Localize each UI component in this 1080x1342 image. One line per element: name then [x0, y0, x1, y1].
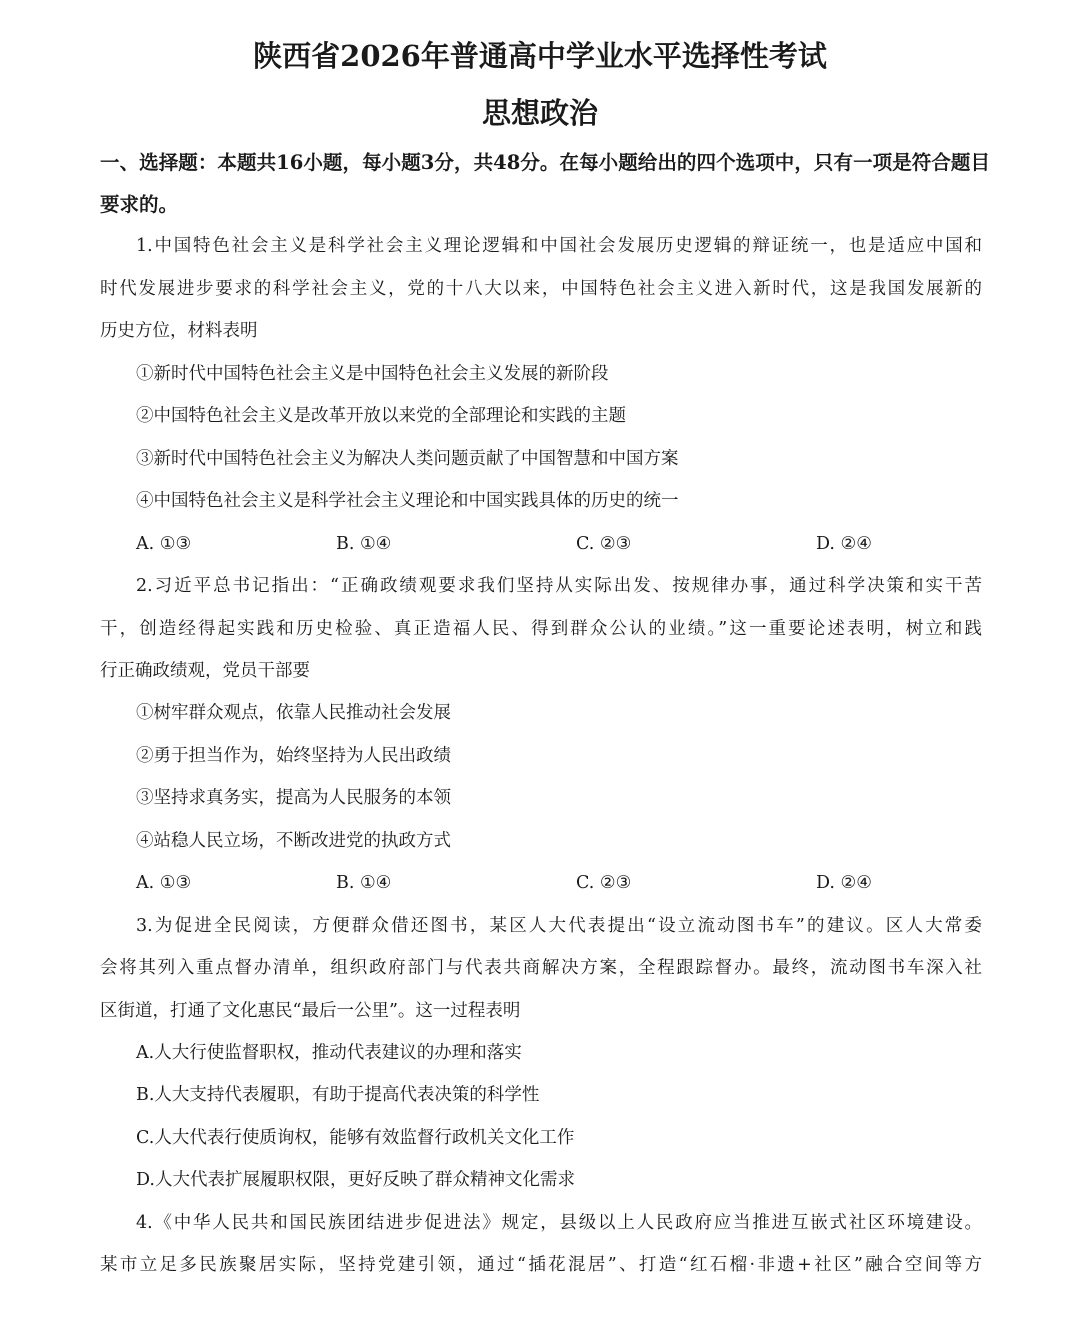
- subject-title: 思想政治: [481, 96, 598, 130]
- q2-choice-b: B. ①④: [336, 873, 392, 893]
- q1-choice-a: A. ①③: [136, 534, 192, 554]
- q3-line-2: 会将其列入重点督办清单，组织政府部门与代表共商解决方案，全程跟踪督办。最终，流动图书车深入社: [100, 958, 982, 978]
- q1-statement-1: ①新时代中国特色社会主义是中国特色社会主义发展的新阶段: [136, 364, 609, 384]
- q3-option-c: C.人大代表行使质询权，能够有效监督行政机关文化工作: [136, 1128, 575, 1148]
- q1-choice-b: B. ①④: [336, 534, 392, 554]
- q1-choices: [136, 532, 996, 556]
- section-heading: 一、选择题：本题共16小题，每小题3分，共48分。在每小题给出的四个选项中，只有一项是符合题目要求的。: [100, 151, 990, 216]
- q3-line-3: 区街道，打通了文化惠民“最后一公里”。这一过程表明: [100, 1001, 521, 1021]
- q2-line-2: 干，创造经得起实践和历史检验、真正造福人民、得到群众公认的业绩。”这一重要论述表明，树立和践: [100, 619, 982, 639]
- q1-choice-c: C. ②③: [576, 534, 632, 554]
- q2-statement-3: ③坚持求真务实，提高为人民服务的本领: [136, 788, 451, 808]
- q2-line-1: 2.习近平总书记指出：“正确政绩观要求我们坚持从实际出发、按规律办事，通过科学决策和实干苦: [136, 576, 982, 596]
- q2-line-3: 行正确政绩观，党员干部要: [100, 661, 310, 681]
- q2-statement-4: ④站稳人民立场，不断改进党的执政方式: [136, 831, 451, 851]
- q2-choice-d: D. ②④: [816, 873, 872, 893]
- q2-choice-c: C. ②③: [576, 873, 632, 893]
- q2-choice-a: A. ①③: [136, 873, 192, 893]
- q3-option-b: B.人大支持代表履职，有助于提高代表决策的科学性: [136, 1085, 540, 1105]
- q1-line-2: 时代发展进步要求的科学社会主义，党的十八大以来，中国特色社会主义进入新时代，这是我国发展新的: [100, 279, 982, 299]
- q3-option-d: D.人大代表扩展履职权限，更好反映了群众精神文化需求: [136, 1170, 575, 1190]
- q2-statement-1: ①树牢群众观点，依靠人民推动社会发展: [136, 703, 451, 723]
- q4-line-1: 4.《中华人民共和国民族团结进步促进法》规定，县级以上人民政府应当推进互嵌式社区环境建设。: [136, 1213, 982, 1233]
- q1-line-3: 历史方位，材料表明: [100, 321, 258, 341]
- q1-line-1: 1.中国特色社会主义是科学社会主义理论逻辑和中国社会发展历史逻辑的辩证统一，也是适应中国和: [136, 236, 982, 256]
- q1-statement-2: ②中国特色社会主义是改革开放以来党的全部理论和实践的主题: [136, 406, 626, 426]
- q4-line-2: 某市立足多民族聚居实际，坚持党建引领，通过“插花混居”、打造“红石榴·非遗+社区”融合空间等方: [100, 1255, 982, 1275]
- q2-statement-2: ②勇于担当作为，始终坚持为人民出政绩: [136, 746, 451, 766]
- q3-line-1: 3.为促进全民阅读，方便群众借还图书，某区人大代表提出“设立流动图书车”的建议。区人大常委: [136, 916, 982, 936]
- q3-option-a: A.人大行使监督职权，推动代表建议的办理和落实: [136, 1043, 522, 1063]
- q1-statement-3: ③新时代中国特色社会主义为解决人类问题贡献了中国智慧和中国方案: [136, 449, 679, 469]
- q1-choice-d: D. ②④: [816, 534, 872, 554]
- q2-choices: [136, 871, 996, 895]
- q1-statement-4: ④中国特色社会主义是科学社会主义理论和中国实践具体的历史的统一: [136, 491, 679, 511]
- exam-title: 陕西省2026年普通高中学业水平选择性考试: [253, 39, 827, 73]
